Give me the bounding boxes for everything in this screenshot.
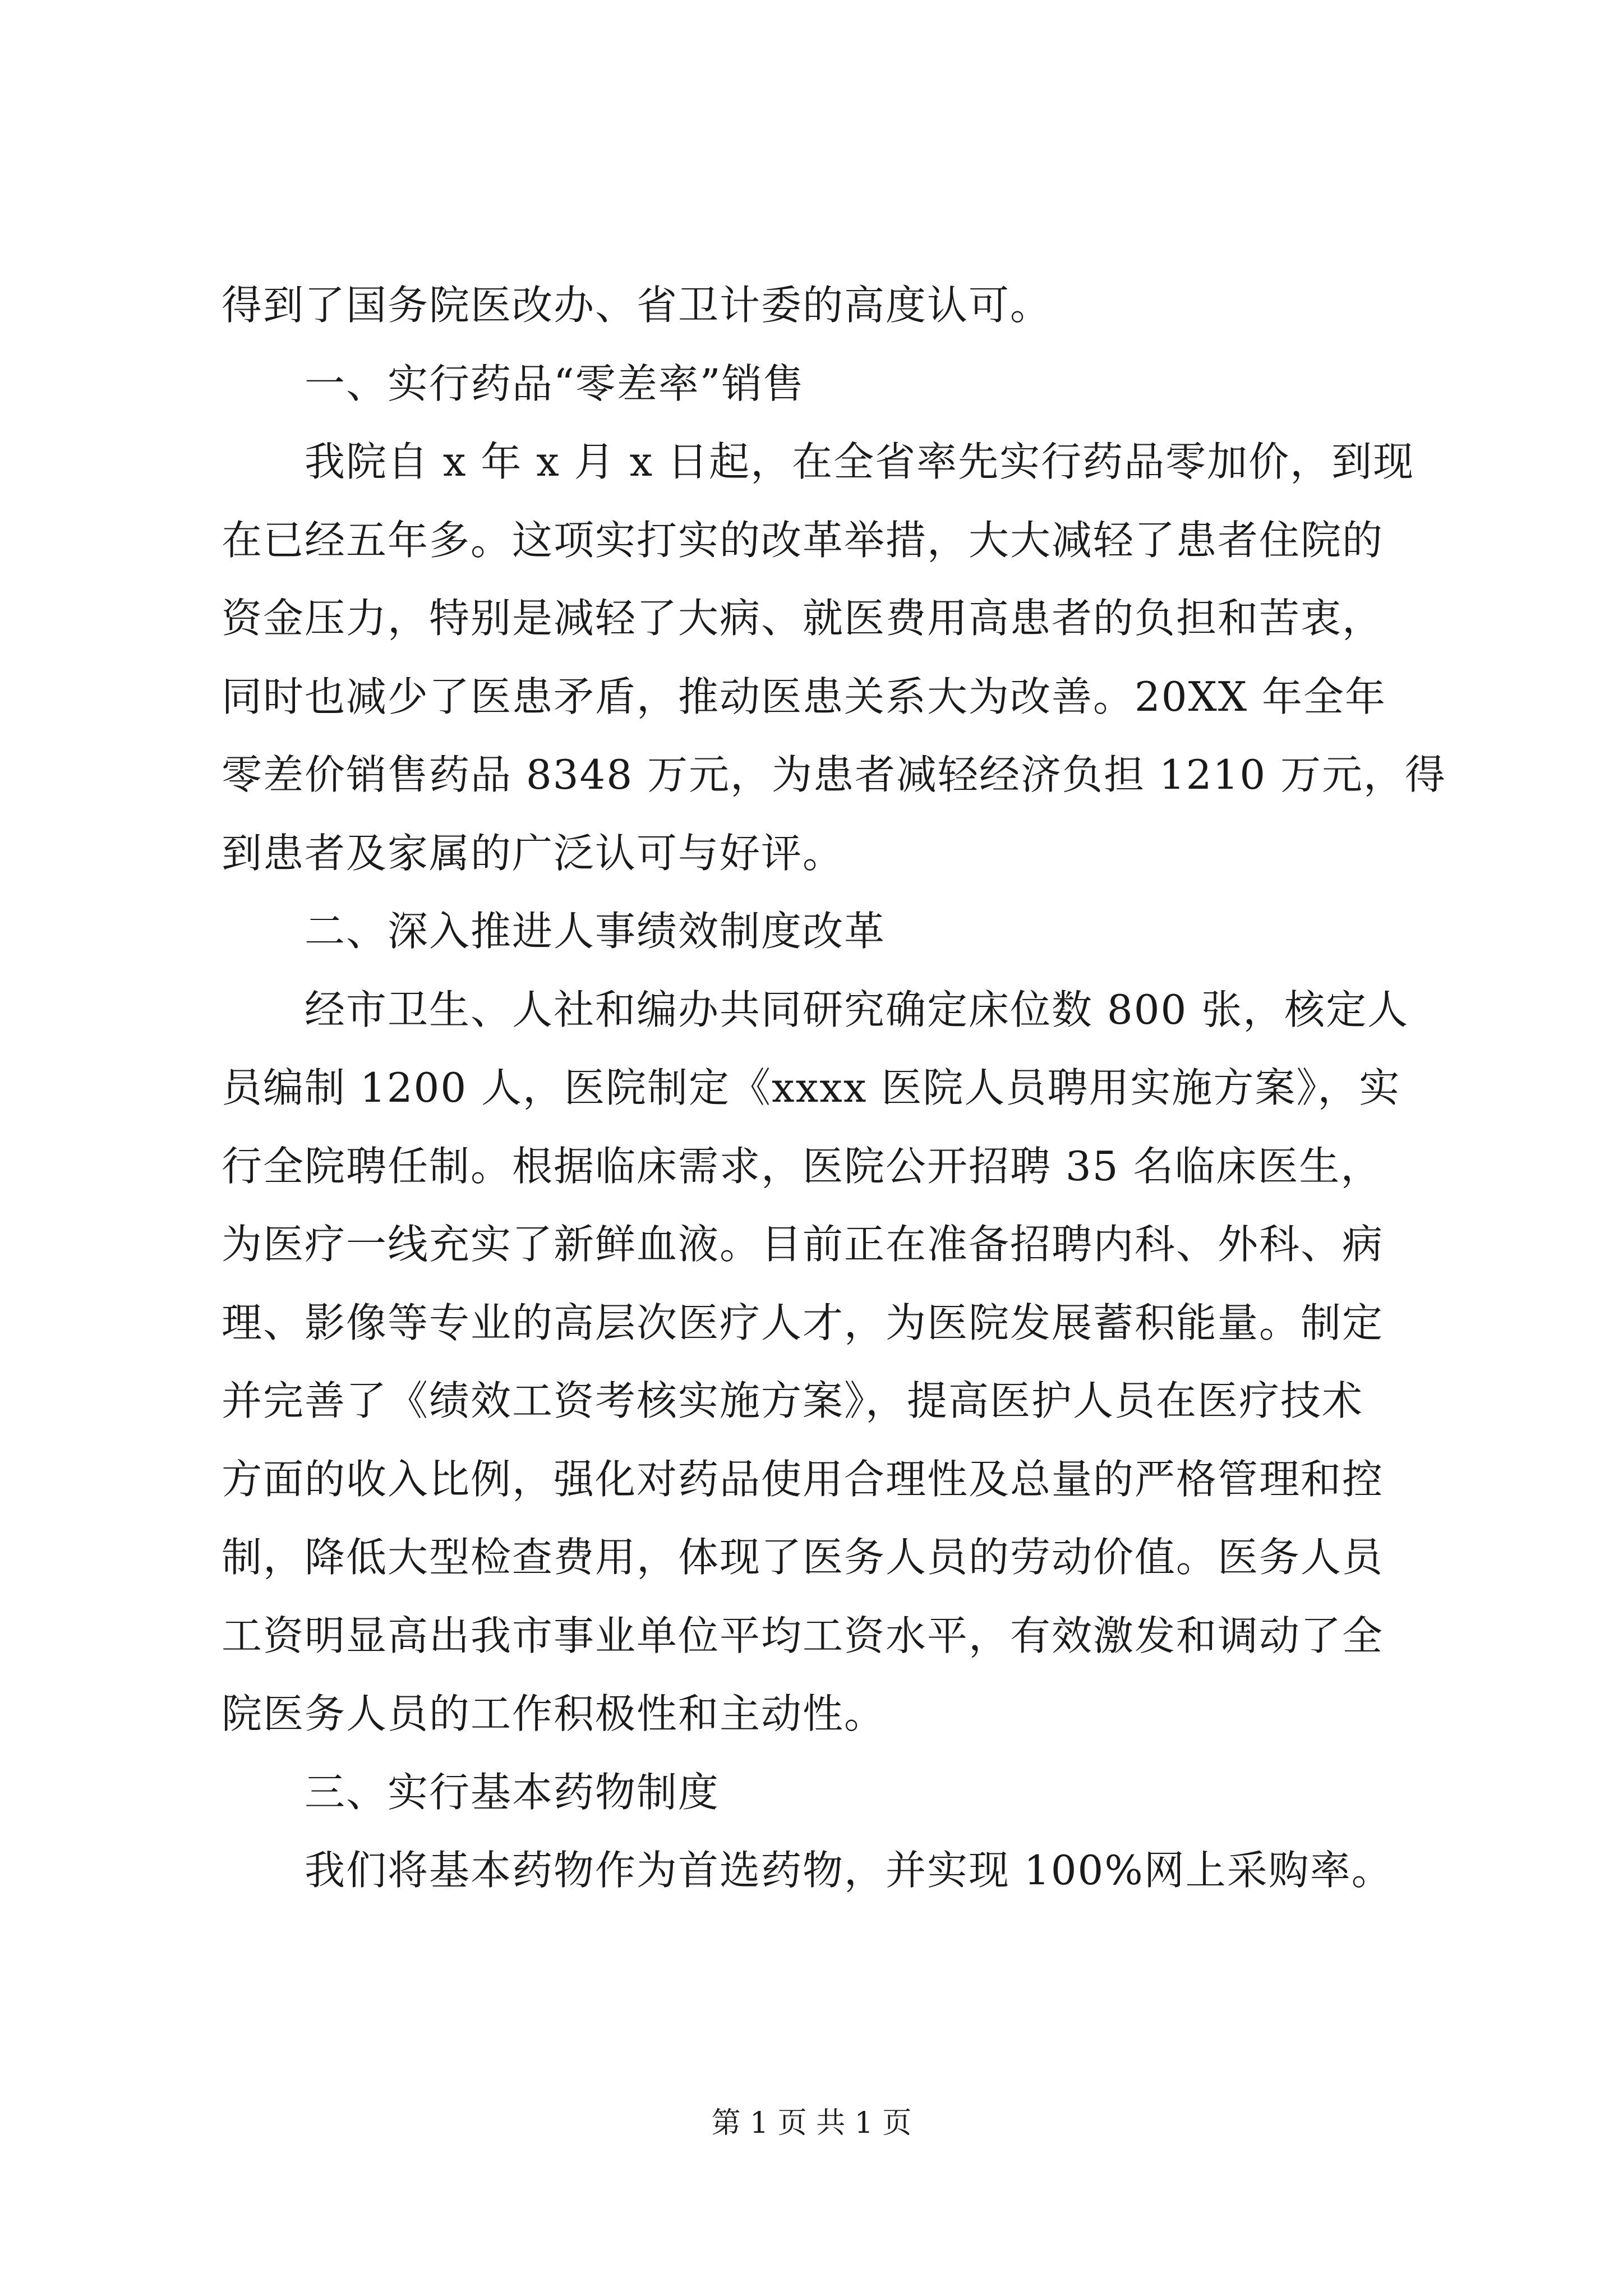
text-line: 零差价销售药品 8348 万元，为患者减轻经济负担 1210 万元，得 (222, 751, 1447, 798)
heading-text: 三、实行基本药物制度 (305, 1768, 720, 1816)
text-line: 并完善了《绩效工资考核实施方案》，提高医护人员在医疗技术 (222, 1377, 1364, 1424)
paragraph-line (222, 971, 1427, 1050)
text-line: 工资明显高出我市事业单位平均工资水平，有效激发和调动了全 (222, 1612, 1384, 1659)
page-footer (0, 2106, 1623, 2140)
paragraph-line (222, 815, 1427, 893)
paragraph-line (222, 1832, 1427, 1910)
text-line: 经市卫生、人社和编办共同研究确定床位数 800 张，核定人 (305, 986, 1409, 1033)
text-line: 在已经五年多。这项实打实的改革举措，大大减轻了患者住院的 (222, 516, 1384, 564)
section-heading (222, 345, 1427, 424)
paragraph-line (222, 1441, 1427, 1519)
paragraph-line (222, 423, 1427, 501)
paragraph-line (222, 1519, 1427, 1597)
text-line: 员编制 1200 人，医院制定《xxxx 医院人员聘用实施方案》，实 (222, 1064, 1401, 1111)
heading-text: 二、深入推进人事绩效制度改革 (305, 908, 886, 955)
text-line: 我院自 x 年 x 月 x 日起，在全省率先实行药品零加价，到现 (305, 438, 1415, 485)
paragraph-line (222, 658, 1427, 737)
paragraph-line (222, 501, 1427, 580)
section-heading (222, 892, 1427, 971)
text-line: 行全院聘任制。根据临床需求，医院公开招聘 35 名临床医生， (222, 1142, 1382, 1190)
text-line: 理、影像等专业的高层次医疗人才，为医院发展蓄积能量。制定 (222, 1299, 1384, 1346)
page-number-label: 第 1 页 共 1 页 (711, 2106, 912, 2140)
paragraph-line (222, 1049, 1427, 1128)
paragraph-line (222, 1205, 1427, 1284)
paragraph-line (222, 579, 1427, 658)
text-line: 我们将基本药物作为首选药物，并实现 100%网上采购率。 (305, 1847, 1393, 1894)
paragraph-line (222, 736, 1447, 815)
paragraph-line (222, 1128, 1427, 1206)
text-line: 到患者及家属的广泛认可与好评。 (222, 829, 845, 877)
text-line: 制，降低大型检查费用，体现了医务人员的劳动价值。医务人员 (222, 1534, 1384, 1581)
text-line: 得到了国务院医改办、省卫计委的高度认可。 (222, 282, 1052, 329)
document-body (222, 266, 1447, 1910)
paragraph-line (222, 1597, 1427, 1676)
text-line: 方面的收入比例，强化对药品使用合理性及总量的严格管理和控 (222, 1455, 1384, 1503)
paragraph-line (222, 1362, 1427, 1441)
text-line: 为医疗一线充实了新鲜血液。目前正在准备招聘内科、外科、病 (222, 1221, 1384, 1268)
paragraph-line (222, 1675, 1427, 1754)
heading-text: 一、实行药品“零差率”销售 (305, 360, 805, 407)
text-line: 同时也减少了医患矛盾，推动医患关系大为改善。20XX 年全年 (222, 673, 1387, 720)
paragraph-line (222, 1284, 1427, 1363)
paragraph-line (222, 266, 1427, 345)
section-heading (222, 1754, 1427, 1832)
text-line: 资金压力，特别是减轻了大病、就医费用高患者的负担和苦衷， (222, 595, 1384, 642)
text-line: 院医务人员的工作积极性和主动性。 (222, 1690, 886, 1737)
